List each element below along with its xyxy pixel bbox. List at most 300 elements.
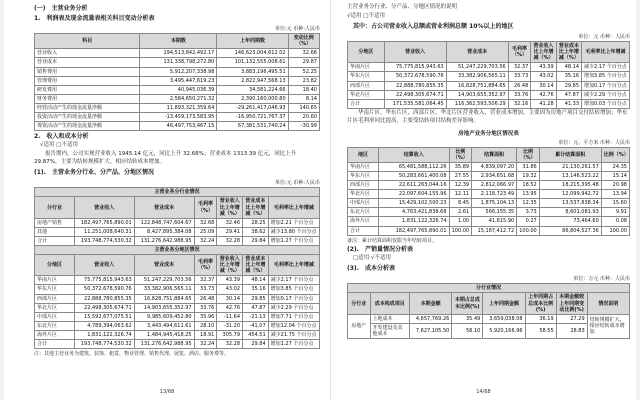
table-cell: 32.28 [217, 340, 243, 349]
table-cell: 1,875,104.13 [472, 199, 517, 208]
table-cell: 26.48 [508, 81, 531, 90]
table-cell: 4,657,769.26 [410, 314, 452, 323]
column-header: 结算面积 [472, 147, 517, 162]
table-cell: 13,537,838.34 [539, 199, 601, 208]
table-cell: 开发建设及其他成本 [370, 323, 409, 338]
table-cell: 21,130,261.57 [539, 162, 601, 171]
table-cell: 27.29 [556, 314, 587, 323]
table-row [35, 303, 320, 312]
table-cell: 华南片区 [348, 162, 379, 171]
applicable-note: √适用 □不适用 [40, 142, 78, 149]
page-number: 13/68 [159, 389, 175, 395]
table-row [35, 321, 320, 330]
table-cell: 47.87 [556, 90, 581, 99]
table-cell: 40,945,036.39 [140, 85, 217, 94]
unit-note: 单位：万元 币种：人民币 [573, 276, 630, 283]
table-row [35, 276, 320, 285]
page-number: 14/68 [476, 389, 491, 395]
table-cell: 增加1.27 个百分点 [268, 236, 319, 245]
table-cell: 华东片区 [348, 172, 379, 181]
table-cell: 20.60 [288, 113, 319, 122]
table-row [348, 90, 630, 99]
table-cell: 销售费用 [35, 67, 140, 76]
column-header: 营业成本比上年增减（%） [243, 255, 269, 276]
table-cell: 4,789,394,063.62 [74, 321, 134, 330]
table-cell: 35.16 [243, 285, 269, 294]
table-cell: 32.68 [194, 218, 217, 227]
column-header: 营业收入 [74, 255, 134, 276]
table-cell: 194,513,842,492.17 [140, 49, 217, 58]
table-cell: 100.00 [601, 226, 629, 235]
table-cell: 43.02 [531, 72, 556, 81]
subsection-heading-revenue-cost: 2. 收入和成本分析 [34, 133, 89, 141]
table-row [35, 330, 320, 339]
column-header: 本期金额 [410, 293, 452, 314]
table-cell: 12.11 [449, 190, 472, 199]
column-header: 上年同期金额 [483, 293, 525, 314]
report-page-left [4, 0, 330, 400]
table-cell: 减少13.80 个百分点 [268, 227, 319, 236]
column-header: 营业收入比上年增减（%） [217, 255, 243, 276]
table-row [348, 172, 630, 181]
table-cell: 100.00 [517, 226, 540, 235]
table-row [348, 63, 630, 72]
table-row [348, 199, 630, 208]
table-cell: 28.83 [556, 323, 587, 338]
table-row [348, 226, 630, 235]
table-cell: 16,828,751,884.65 [446, 81, 508, 90]
table-cell: 增加0.03 个百分点 [582, 99, 630, 108]
subsection-heading-profit-table: 1. 利润表及现金流量表相关科目变动分析表 [34, 15, 155, 23]
table-cell: 48.14 [556, 63, 581, 72]
table-row [35, 227, 320, 236]
table-cell: 华东片区 [348, 72, 385, 81]
table-cell: 22,097,604,155.96 [379, 190, 450, 199]
table-cell: 46,497,753,467.15 [140, 122, 217, 131]
table-cell: 23.82 [288, 76, 319, 85]
table-cell: 30.14 [217, 294, 243, 303]
table-header-row [35, 197, 320, 218]
table-cell: 合计 [35, 236, 75, 245]
footnote: 注：其他主营业务为建筑、装饰、租赁、物业管理、销售代理、展览、酒店、服务费等。 [34, 351, 230, 358]
table-cell: 0.27 [517, 217, 540, 226]
report-page-right [330, 0, 636, 400]
table-cell: 增加3.85 个百分点 [582, 72, 630, 81]
table-row [348, 81, 630, 90]
table-cell: 12.35 [517, 199, 540, 208]
table-cell: 增加7.71 个百分点 [268, 312, 319, 321]
table-row [35, 340, 320, 349]
column-header: 毛利率（%） [194, 197, 217, 218]
table-cell: 3.73 [517, 208, 540, 217]
table-cell: 171,535,581,064.45 [384, 99, 446, 108]
column-header: 毛利率比上年增减 [268, 255, 319, 276]
table-cell: 131,338,798,272.80 [140, 58, 217, 67]
table-row [348, 208, 630, 217]
table-cell: 中部片区 [348, 199, 379, 208]
table-cell: 51,247,229,703.56 [134, 276, 194, 285]
unit-note: 单位：元、平方米 币种：人民币 [558, 139, 630, 146]
column-header: 累计结算面积 [539, 147, 601, 162]
table-cell: 43.39 [531, 63, 556, 72]
table-band-title: 主营业务分地区情况 [35, 245, 320, 254]
table-row [35, 49, 320, 58]
profit-cashflow-table [34, 33, 320, 131]
table-cell: 35.89 [449, 162, 472, 171]
table-row [35, 218, 320, 227]
table-cell: 合计 [35, 340, 75, 349]
table-cell: 18.91 [194, 330, 217, 339]
table-row [35, 94, 320, 103]
table-cell: 3,495,447,619.23 [140, 76, 217, 85]
table-cell: 50,372,678,590.76 [74, 285, 134, 294]
table-cell: 华南片区 [35, 276, 75, 285]
table-cell: 30.14 [531, 81, 556, 90]
table-band-row [35, 245, 320, 254]
table-cell: 1,484,945,418.25 [134, 330, 194, 339]
table-row [348, 162, 630, 171]
table-cell: 增加2.21 个百分点 [268, 218, 319, 227]
table-cell: 24.35 [601, 162, 629, 171]
table-cell: 58.55 [525, 323, 556, 338]
column-header: 毛利率（%） [194, 255, 217, 276]
table-cell: 33.76 [508, 90, 531, 99]
column-header: 营业成本比上年增减（%） [556, 42, 581, 63]
region-analysis-paragraph: 华南片区、华东片区、西部片区、华北片区营业收入、营业成本增加，主要因为房地产项目交付结转增加；华东片区毛利率同比提高，主要受结转项目结构差异影响。 [347, 109, 628, 124]
table-cell: 36.19 [525, 314, 556, 323]
table-header-row [35, 34, 320, 49]
table-band-title: 主营业务分行业情况 [35, 188, 320, 197]
table-row [35, 67, 320, 76]
table-cell: 营业收入 [35, 49, 140, 58]
table-cell: 5,912,207,338.98 [140, 67, 217, 76]
table-cell: 11,893,321,359.64 [140, 103, 217, 112]
column-header: 比例（%） [601, 147, 629, 162]
table-cell: 131,276,642,988.95 [134, 236, 194, 245]
table-cell: 增加3.85 个百分点 [268, 285, 319, 294]
table-cell: 华东片区 [35, 285, 75, 294]
table-row [35, 294, 320, 303]
table-cell: 31.86 [517, 162, 540, 171]
table-cell: 西部片区 [348, 81, 385, 90]
column-header: 营业收入比上年增减（%） [531, 42, 556, 63]
column-header: 营业成本 [446, 42, 508, 63]
table-cell: 193,748,774,530.32 [74, 236, 134, 245]
table-cell: -21.13 [243, 312, 269, 321]
table-band-row [35, 188, 320, 197]
table-cell: 东北片区 [348, 208, 379, 217]
table-cell: 投资活动产生的现金流量净额 [35, 113, 140, 122]
subsection-heading-main-business: (1). 主营业务分行业、分产品、分地区情况 [34, 169, 154, 177]
table-cell: 增加0.17 个百分点 [268, 294, 319, 303]
region-table [34, 245, 320, 349]
table-cell: 14,903,655,352.97 [134, 303, 194, 312]
column-header: 比例（%） [517, 147, 540, 162]
column-header: 上年同期占总成本比例(%) [525, 293, 556, 314]
table-cell: 67,381,531,740.24 [217, 122, 288, 131]
table-header-row [348, 293, 630, 314]
table-row [35, 58, 320, 67]
table-cell: 32.66 [288, 49, 319, 58]
table-cell: 西部片区 [348, 181, 379, 190]
table-cell: 38.62 [243, 227, 269, 236]
table-cell: 减少2.29 个百分点 [268, 303, 319, 312]
not-applicable-note: □适用 √不适用 [353, 255, 391, 262]
table-cell: 2.61 [449, 208, 472, 217]
column-header: 分地区 [348, 42, 385, 63]
table-cell: 32.37 [508, 63, 531, 72]
table-cell: 3,443,494,611.61 [134, 321, 194, 330]
table-cell: 财务费用 [35, 94, 140, 103]
table-cell: 合计 [348, 226, 379, 235]
section-heading: (一) 主营业务分析 [34, 5, 88, 12]
cost-table [347, 283, 630, 339]
table-cell: 减少2.29 个百分点 [582, 90, 630, 99]
table-cell: 28.10 [194, 321, 217, 330]
table-cell: 2,584,650,271.32 [140, 94, 217, 103]
table-cell: 15,187,412.72 [472, 226, 517, 235]
table-cell: 22,498,305,674.71 [74, 303, 134, 312]
table-cell: 29.84 [243, 340, 269, 349]
column-header: 分行业 [35, 197, 75, 218]
column-header: 营业成本 [134, 197, 194, 218]
table-cell: 经营活动产生的现金流量净额 [35, 103, 140, 112]
table-row [35, 103, 320, 112]
table-cell: 43.39 [217, 276, 243, 285]
table-cell: 减少2.17 个百分点 [582, 63, 630, 72]
table-cell: 33,382,906,565.11 [134, 285, 194, 294]
table-cell: 减少2.17 个百分点 [268, 276, 319, 285]
table-cell: 22,498,305,674.71 [384, 90, 446, 99]
table-cell: 13,146,523.22 [539, 172, 601, 181]
table-cell: 3,883,196,495.51 [217, 67, 288, 76]
table-cell: 42.76 [531, 90, 556, 99]
table-cell: 32.37 [194, 276, 217, 285]
column-header: 营业收入 [74, 197, 134, 218]
table-cell: 研发费用 [35, 85, 140, 94]
analysis-paragraph: 报告期内，公司实现营业收入 1945.14 亿元，同比上升 32.66%；营业成本 1313.39 亿元，同比上升 29.87%，主要为结转规模扩大，相应结转成本增加。 [34, 151, 297, 166]
column-header: 营业收入 [384, 42, 446, 63]
table-cell: 51,247,229,703.56 [446, 63, 508, 72]
column-header: 本期金额较上年同期变动比例(%) [556, 293, 587, 314]
table-cell: 增加12.04 个百分点 [268, 321, 319, 330]
table-cell: 筹资活动产生的现金流量净额 [35, 122, 140, 131]
table-header-row [35, 255, 320, 276]
table-cell: 32.24 [194, 236, 217, 245]
column-header: 营业成本比上年增减（%） [243, 197, 269, 218]
column-header: 营业成本 [134, 255, 194, 276]
table-cell: 65,481,588,112.26 [379, 162, 450, 171]
table-cell: -30.99 [288, 122, 319, 131]
table-row [348, 181, 630, 190]
table-cell: 土地成本 [370, 314, 409, 323]
column-header: 营业收入比上年增减（%） [217, 197, 243, 218]
industry-table [34, 187, 320, 246]
table-cell: 9.91 [601, 208, 629, 217]
column-header: 分行业 [348, 293, 371, 314]
subsection-heading-cost-analysis: (3). 成本分析表 [347, 265, 395, 273]
table-cell: 14,903,655,352.97 [446, 90, 508, 99]
table-cell: 7,627,105.50 [410, 323, 452, 338]
applicable-note: √适用 □不适用 [347, 12, 385, 19]
table-cell: 22,888,780,855.35 [384, 81, 446, 90]
table-cell: 182,497,765,890.01 [379, 226, 450, 235]
table-cell: 结转规模扩大、相应结转成本增加 [587, 314, 629, 338]
table-row [348, 99, 630, 108]
table-cell: 47.87 [243, 303, 269, 312]
table-row [348, 190, 630, 199]
table-cell: 33.73 [508, 72, 531, 81]
column-header: 本期占总成本比例(%) [452, 293, 483, 314]
table-cell: 42.76 [217, 303, 243, 312]
table-cell: 26.48 [194, 294, 217, 303]
table-cell: 29.85 [556, 81, 581, 90]
table-cell: 86,804,527.36 [539, 226, 601, 235]
table-band-title: 分行业情况 [348, 284, 630, 293]
table-cell: 32.16 [508, 99, 531, 108]
table-cell: 73,464.60 [539, 217, 601, 226]
table-cell: 9,985,609,452.80 [134, 312, 194, 321]
table-cell: 华北片区 [348, 190, 379, 199]
table-cell: 2,118,723.49 [472, 190, 517, 199]
column-header: 上年同期数 [217, 34, 288, 49]
table-cell: 东北片区 [35, 321, 75, 330]
table-header-row [348, 42, 630, 63]
table-band-row [348, 284, 630, 293]
table-cell: 华北片区 [35, 303, 75, 312]
table-cell: 5,920,166.96 [483, 323, 525, 338]
unit-note: 单位：元 币种：人民币 [578, 34, 630, 41]
table-cell: 2,822,947,568.13 [217, 76, 288, 85]
table-cell: 15.60 [601, 199, 629, 208]
table-cell: 8,601,081.93 [539, 208, 601, 217]
table-cell: 海外片区 [35, 330, 75, 339]
column-header: 本期数 [140, 34, 217, 49]
top-region-table [347, 41, 630, 109]
column-header: 毛利率（%） [508, 42, 531, 63]
table-cell: 33.76 [194, 303, 217, 312]
table-cell: 华南片区 [348, 63, 385, 72]
table-cell: 减少21.75 个百分点 [268, 330, 319, 339]
table-cell: 52.25 [288, 67, 319, 76]
column-header: 情况说明 [587, 293, 629, 314]
table-cell: 35.16 [556, 72, 581, 81]
table-cell: 75,775,815,943.63 [74, 276, 134, 285]
table-cell: 29.85 [243, 294, 269, 303]
settlement-table-title: 房地产业务分地区情况表 [458, 130, 519, 137]
table-header-row [348, 147, 630, 162]
table-cell: 1,831,122,326.74 [379, 217, 450, 226]
table-cell: 33,382,906,565.11 [446, 72, 508, 81]
table-cell: 22,611,263,044.16 [379, 181, 450, 190]
section-description: 主营业务分行业、分产品、分地区情况的说明 [347, 4, 458, 10]
table-row [348, 217, 630, 226]
column-header: 结算收入 [379, 147, 450, 162]
table-cell: 增加1.27 个百分点 [268, 340, 319, 349]
table-cell: 27.55 [449, 172, 472, 181]
table-cell: -16,950,721,767.37 [217, 113, 288, 122]
column-header: 科目 [35, 34, 140, 49]
table-cell: 32.46 [217, 218, 243, 227]
table-cell: -11.64 [217, 312, 243, 321]
table-cell: 营业成本 [35, 58, 140, 67]
table-cell: 19.32 [517, 172, 540, 181]
table-cell: 1.00 [449, 217, 472, 226]
table-cell: 合计 [348, 99, 385, 108]
table-cell: 11,251,008,640.31 [74, 227, 134, 236]
table-cell: 122,848,747,604.67 [134, 218, 194, 227]
table-cell: 58.10 [452, 323, 483, 338]
table-cell: 18.40 [288, 85, 319, 94]
table-cell: 50,283,661,400.08 [379, 172, 450, 181]
table-cell: 101,132,555,008.61 [217, 58, 288, 67]
table-cell: -29,261,417,046.93 [217, 103, 288, 112]
table-row [35, 85, 320, 94]
table-cell: 8.45 [449, 199, 472, 208]
column-header: 毛利率比上年增减 [268, 197, 319, 218]
table-cell: 454.51 [243, 330, 269, 339]
table-cell: 4,763,421,838.68 [379, 208, 450, 217]
table-cell: 3,659,038.08 [483, 314, 525, 323]
column-header: 比例（%） [449, 147, 472, 162]
table-cell: 41,615.90 [472, 217, 517, 226]
table-cell: 35.96 [194, 312, 217, 321]
settlement-table [347, 147, 630, 236]
table-cell: 131,276,642,988.95 [134, 340, 194, 349]
table-cell: 房地产 [348, 314, 371, 338]
subsection-heading-top-regions: 其中：占公司营业收入总额或营业利润总额 10%以上的地区 [353, 22, 514, 30]
column-header: 成本构成项目 [370, 293, 409, 314]
table-row [348, 314, 630, 323]
table-cell: 8.14 [288, 94, 319, 103]
table-cell: 16,828,751,884.65 [134, 294, 194, 303]
table-cell: 75,775,815,943.63 [384, 63, 446, 72]
table-row [348, 72, 630, 81]
table-cell: 15,429,102,500.23 [379, 199, 450, 208]
table-cell: 4,839,097.20 [472, 162, 517, 171]
table-cell: 13.94 [601, 190, 629, 199]
table-row [35, 285, 320, 294]
table-cell: 2,934,651.68 [472, 172, 517, 181]
table-cell: 100.00 [449, 226, 472, 235]
column-header: 毛利率比上年增减 [582, 42, 630, 63]
table-cell: 32.24 [194, 340, 217, 349]
table-row [35, 312, 320, 321]
table-cell: 中部片区 [35, 312, 75, 321]
table-cell: 29.87 [288, 58, 319, 67]
table-cell: 15,592,677,075.51 [74, 312, 134, 321]
table-cell: 15.14 [601, 172, 629, 181]
table-cell: 116,362,593,506.29 [446, 99, 508, 108]
table-row [35, 76, 320, 85]
table-cell: 146,623,004,612.02 [217, 49, 288, 58]
table-cell: 其他 [35, 227, 75, 236]
table-cell: 33.73 [194, 285, 217, 294]
table-cell: -41.07 [243, 321, 269, 330]
table-cell: 管理费用 [35, 76, 140, 85]
table-cell: 2,390,160,000.80 [217, 94, 288, 103]
table-cell: 1,831,122,326.74 [74, 330, 134, 339]
table-cell: 华北片区 [348, 90, 385, 99]
table-cell: 西部片区 [35, 294, 75, 303]
table-cell: 305.79 [217, 330, 243, 339]
table-cell: 0.08 [601, 217, 629, 226]
subsection-heading-production-sales: (2). 产销量情况分析表 [347, 246, 413, 254]
column-header: 变动比例（%） [288, 34, 319, 49]
table-row [35, 122, 320, 131]
table-cell: 182,497,765,890.01 [74, 218, 134, 227]
table-cell: 34,581,224.66 [217, 85, 288, 94]
